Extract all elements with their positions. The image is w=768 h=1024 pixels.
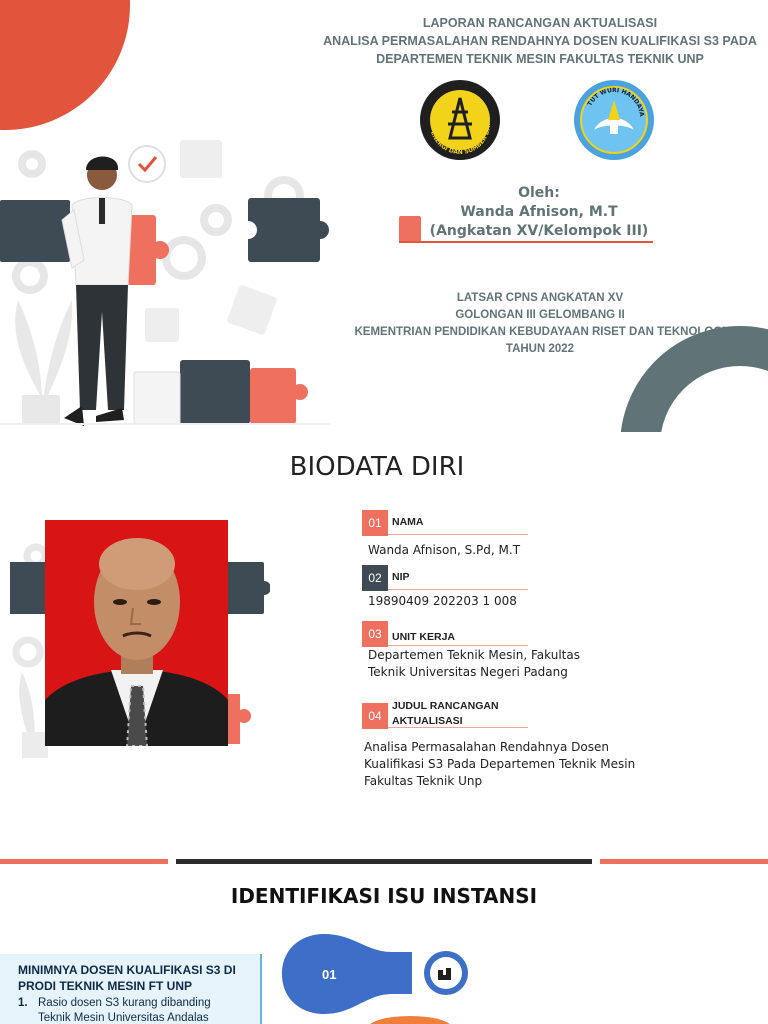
esdm-logo — [418, 78, 502, 162]
bio-value-line: Teknik Universitas Negeri Padang — [368, 665, 568, 679]
issue-heading-line: MINIMNYA DOSEN KUALIFIKASI S3 DI — [18, 963, 236, 977]
issue-card — [0, 954, 262, 1024]
bio-number: 01 — [362, 510, 388, 536]
report-title-line: ANALISA PERMASALAHAN RENDAHNYA DOSEN KUALIFIKASI S3 PADA — [323, 34, 757, 48]
bio-value-line: Departemen Teknik Mesin, Fakultas — [368, 648, 580, 662]
bio-value — [364, 739, 635, 790]
step-diagram — [262, 928, 482, 1024]
program-line: KEMENTRIAN PENDIDIKAN KEBUDAYAAN RISET DAN TEKNOLOGI — [354, 326, 726, 338]
profile-photo — [45, 520, 228, 746]
step-number: 01 — [322, 967, 337, 982]
logo1-text: ENERGI DAN SUMBER DAY — [429, 122, 493, 157]
bio-divider — [388, 534, 528, 535]
biodata-slide — [0, 432, 768, 864]
bio-value — [368, 647, 580, 681]
bio-divider — [388, 645, 528, 646]
bio-number: 04 — [362, 703, 388, 729]
author-block — [398, 184, 680, 241]
issue-item-text — [38, 996, 211, 1024]
accent-underline — [399, 241, 653, 243]
bio-value-line: Analisa Permasalahan Rendahnya Dosen — [364, 740, 609, 754]
bio-value-line: Wanda Afnison, S.Pd, M.T — [368, 543, 521, 557]
bio-label: NIP — [392, 571, 410, 583]
author-name: Wanda Afnison, M.T — [460, 204, 618, 220]
bio-value — [368, 542, 520, 559]
bio-value-line: 19890409 202203 1 008 — [368, 594, 517, 608]
issue-item-line: Rasio dosen S3 kurang dibanding — [38, 997, 211, 1009]
issue-slide — [0, 864, 768, 1024]
report-title-line: DEPARTEMEN TEKNIK MESIN FAKULTAS TEKNIK UNP — [376, 52, 704, 66]
report-title-line: LAPORAN RANCANGAN AKTUALISASI — [422, 16, 658, 30]
issue-item-line: Teknik Mesin Universitas Andalas — [38, 1012, 209, 1024]
program-line: LATSAR CPNS ANGKATAN XV — [456, 292, 624, 304]
program-line: TAHUN 2022 — [505, 343, 575, 355]
issue-heading — [18, 962, 260, 994]
issue-item-number: 1. — [18, 997, 28, 1009]
bio-number: 02 — [362, 565, 388, 591]
biodata-title: BIODATA DIRI — [289, 452, 465, 482]
puzzle-person-illustration — [0, 0, 330, 432]
report-title — [320, 14, 760, 68]
bio-value — [368, 593, 517, 610]
bio-value-line: Kualifikasi S3 Pada Departemen Teknik Mesin — [364, 757, 636, 771]
bio-value-line: Fakultas Teknik Unp — [364, 774, 483, 788]
cover-slide — [0, 0, 768, 432]
program-line: GOLONGAN III GELOMBANG II — [455, 309, 625, 321]
issue-heading-line: PRODI TEKNIK MESIN FT UNP — [18, 979, 193, 993]
tut-wuri-handayani-logo — [572, 78, 656, 162]
bio-label — [392, 699, 499, 729]
bio-number: 03 — [362, 621, 388, 647]
oleh-label: Oleh: — [518, 185, 560, 201]
bio-label-line: AKTUALISASI — [392, 715, 463, 727]
accent-block — [399, 216, 421, 242]
bio-label-line: JUDUL RANCANGAN — [392, 700, 499, 712]
logo2-text: TUT WURI HANDAYA — [586, 86, 646, 118]
bio-divider — [388, 589, 528, 590]
issue-list-item — [18, 996, 260, 1024]
bio-label: UNIT KERJA — [392, 631, 456, 643]
author-group: (Angkatan XV/Kelompok III) — [429, 223, 649, 239]
bio-label: NAMA — [392, 516, 424, 528]
issue-title: IDENTIFIKASI ISU INSTANSI — [230, 884, 538, 908]
bio-divider — [388, 727, 528, 728]
